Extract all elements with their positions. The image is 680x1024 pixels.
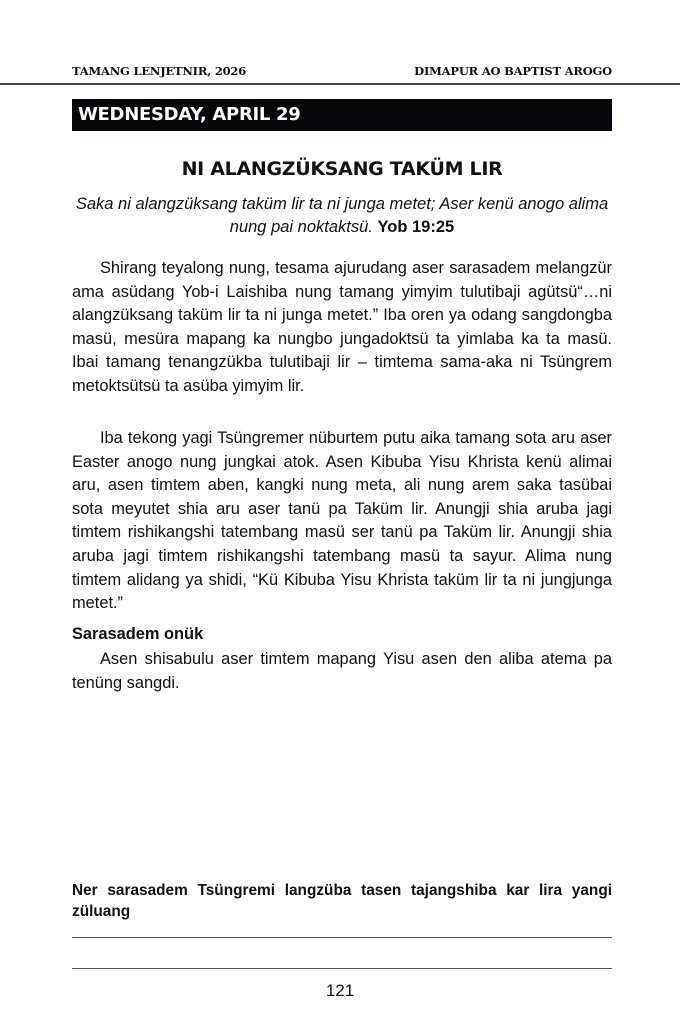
paragraph-text: Iba tekong yagi Tsüngremer nüburtem putu aika tamang sota aru aser Easter anogo nung jungkai atok. Asen Kibuba Yisu Khrista kenü alimai aru, asen timtem aben, kangki nung meta, ali nung arem saka tasübai sota meyutet shia aru aser tanü pa Taküm lir. Anungji shia aruba jagi timtem rishikangshi tatembang masü ser tanü pa Taküm lir. Anungji shia aruba jagi timtem rishikangshi tatembang masü ta sayur. Alima nung timtem alidang ya shidi, “Kü Kibuba Yisu Khrista taküm lir ta ni jungjunga metet.” — [72, 429, 612, 613]
page-title: NI ALANGZÜKSANG TAKÜM LIR — [181, 158, 503, 180]
day-banner — [72, 99, 612, 131]
verse-text: Saka ni alangzüksang taküm lir ta ni junga metet; Aser kenü anogo alima nung pai noktaktsü. — [75, 195, 609, 236]
key-verse — [72, 193, 612, 239]
body-paragraph-1 — [72, 257, 612, 399]
header-right-title: DIMAPUR AO BAPTIST AROGO — [414, 64, 612, 78]
reflection-prompt: Ner sarasadem Tsüngremi langzüba tasen tajangshiba kar lira yangi züluang — [72, 882, 612, 920]
section-paragraph — [72, 648, 612, 695]
header-rule — [0, 83, 680, 85]
verse-reference: Yob 19:25 — [377, 218, 455, 236]
header-left-title: TAMANG LENJETNIR, 2026 — [72, 64, 247, 78]
paragraph-text: Shirang teyalong nung, tesama ajurudang aser sarasadem melangzür ama asüdang Yob-i Laishiba nung tamang yimyim tulutibaji agütsü“…ni alangzüksang taküm lir ta ni junga metet.” Iba oren ya odang sangdongba masü, mesüra mapang ka nungbo jungadoktsü ta yimlaba ka ta masü. Ibai tamang tenangzükba tulutibaji lir – timtema sama-aka ni Tsüngrem metoktsütsü ta asüba yimyim lir. — [72, 259, 612, 395]
paragraph-text: Asen shisabulu aser timtem mapang Yisu asen den aliba atema pa tenüng sangdi. — [72, 650, 612, 692]
writing-line-1[interactable] — [72, 937, 612, 938]
writing-line-2[interactable] — [72, 968, 612, 969]
body-paragraph-2 — [72, 427, 612, 616]
page-number: 121 — [325, 981, 355, 1000]
day-banner-text: WEDNESDAY, APRIL 29 — [78, 104, 301, 125]
running-header — [72, 64, 612, 82]
section-heading: Sarasadem onük — [72, 625, 204, 643]
